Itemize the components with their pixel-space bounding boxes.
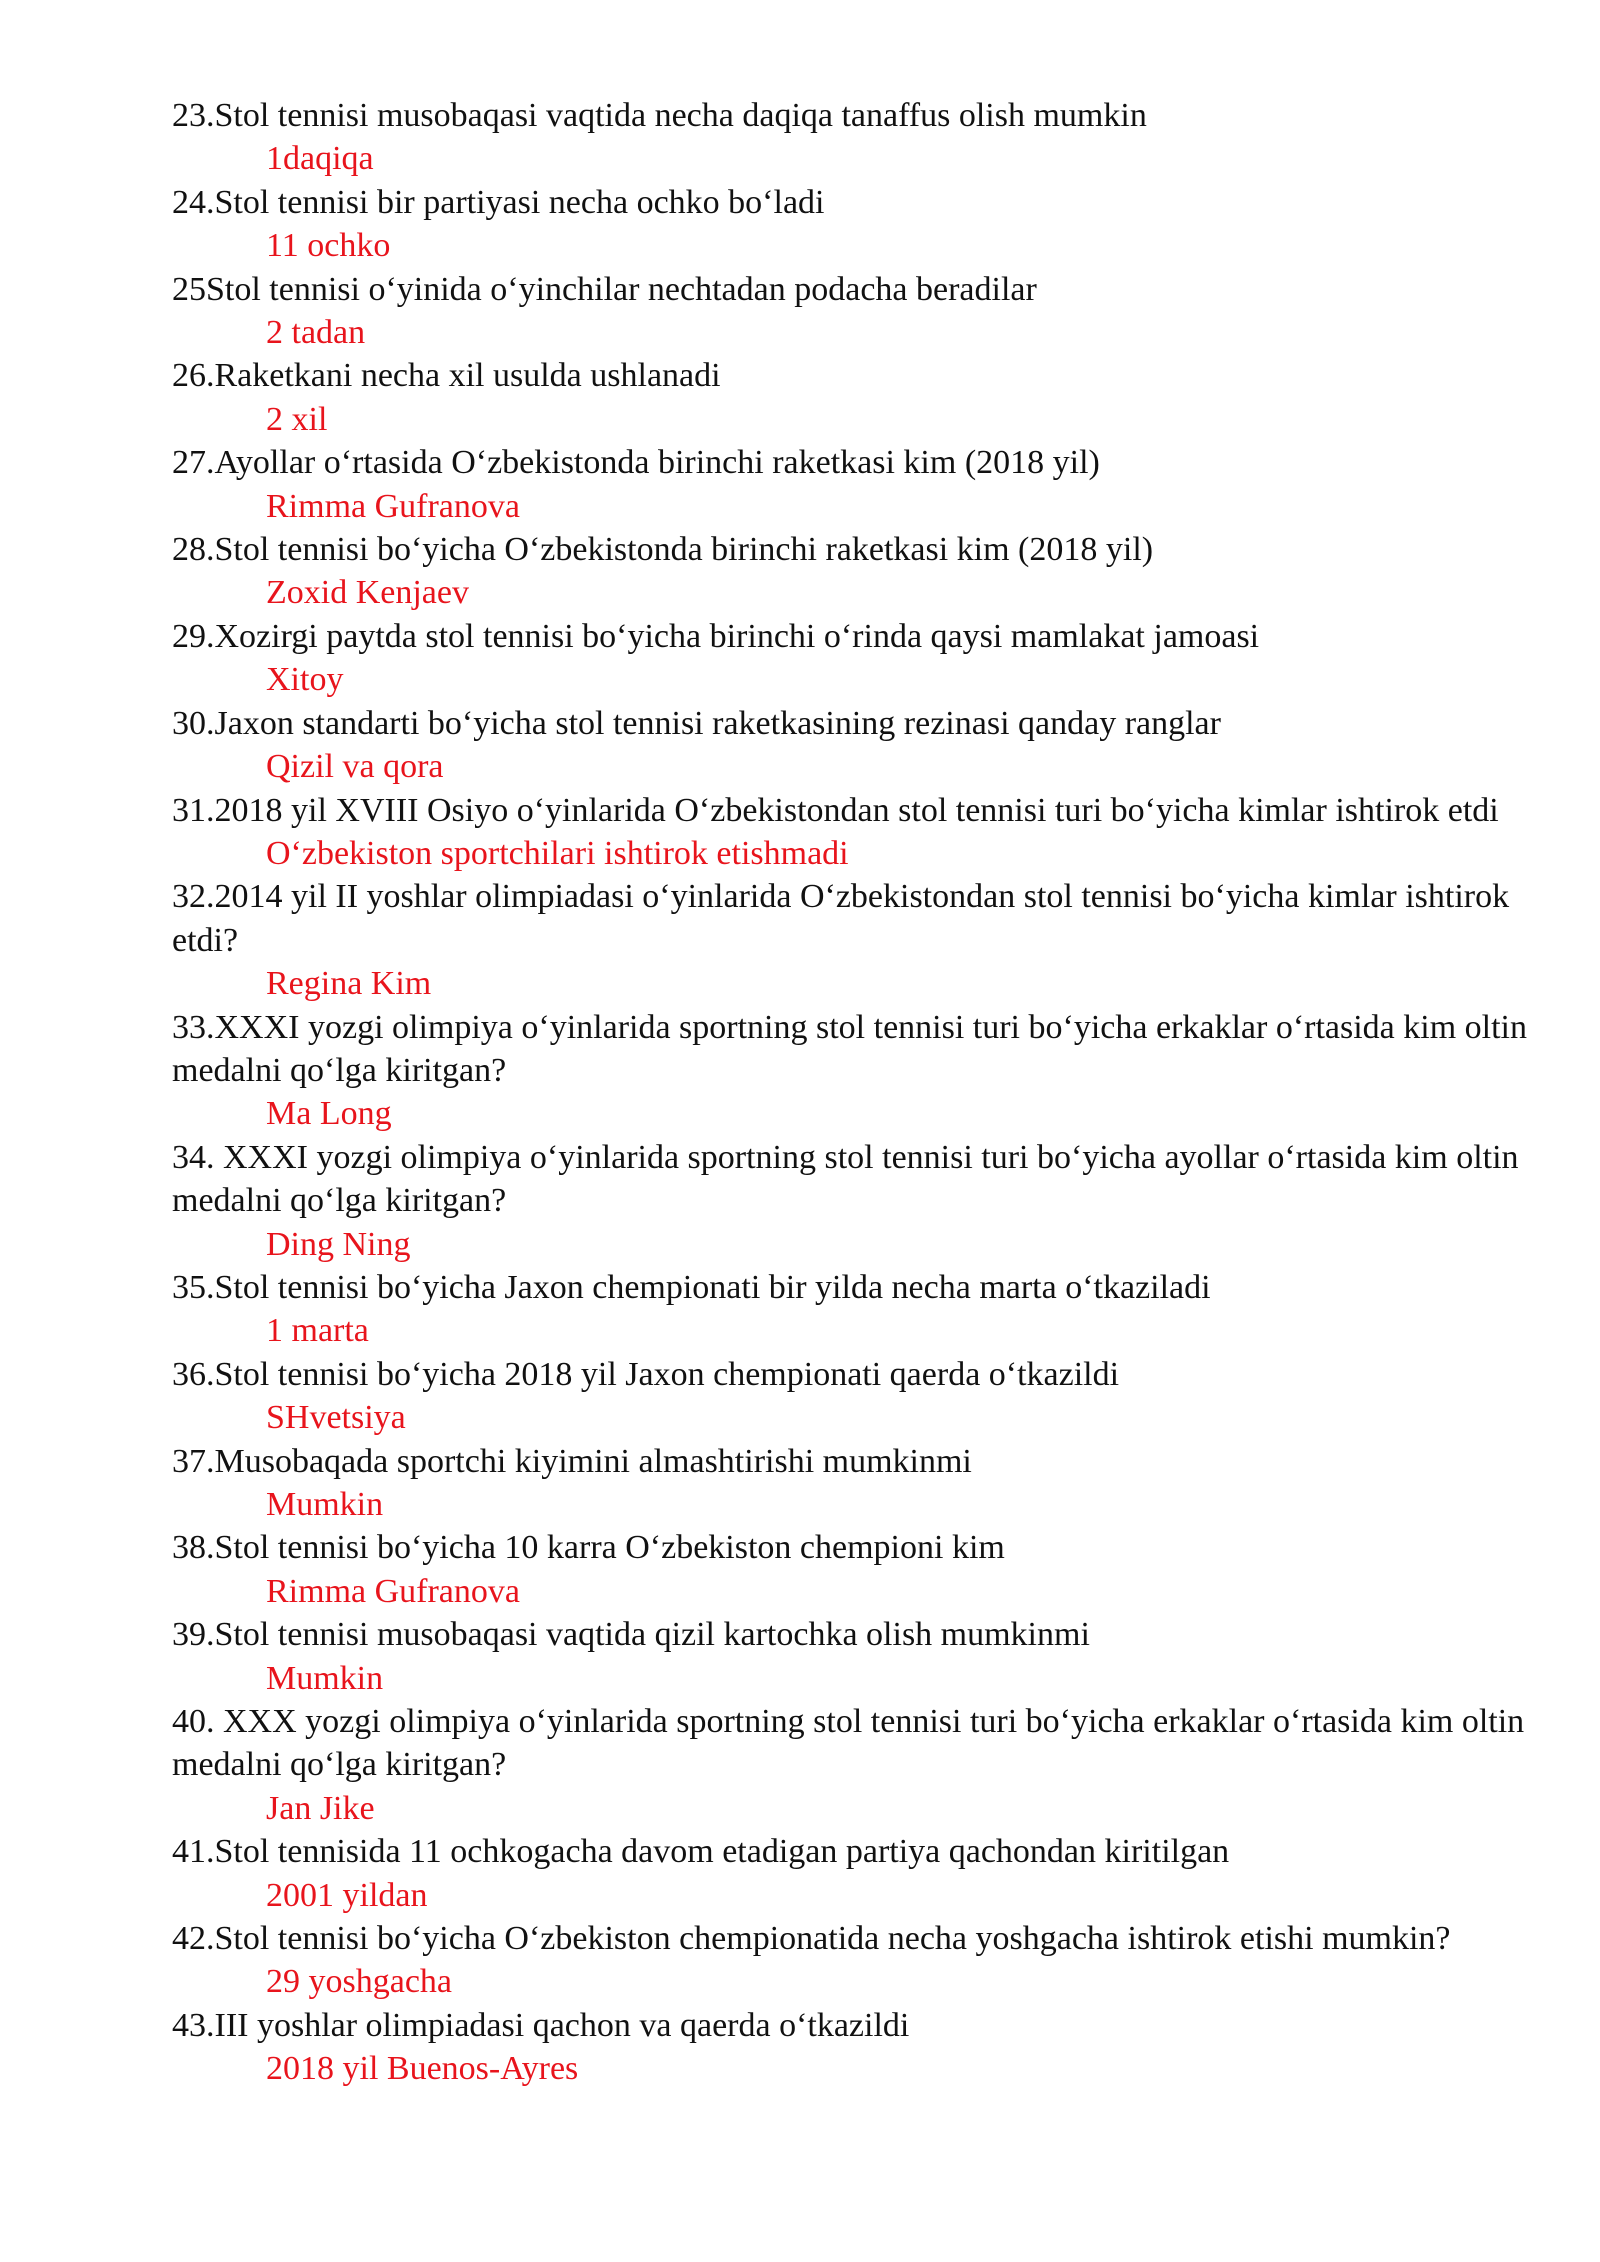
answer-text: Rimma Gufranova	[266, 1572, 520, 1610]
answer-text: Xitoy	[266, 661, 344, 699]
question-text: 43.III yoshlar olimpiadasi qachon va qaerda o‘tkazildi	[172, 2006, 910, 2044]
qa-item	[172, 1700, 1552, 1830]
answer-text: Ma Long	[266, 1095, 392, 1133]
answer-text: 2001 yildan	[266, 1876, 428, 1914]
answer-text: 2 xil	[266, 400, 328, 438]
qa-item	[172, 268, 1552, 355]
qa-item	[172, 2004, 1552, 2091]
answer-text: 2 tadan	[266, 314, 366, 352]
question-text: 33.XXXI yozgi olimpiya o‘yinlarida sportning stol tennisi turi bo‘yicha erkaklar o‘rtasida kim oltin medalni qo‘lga kiritgan?	[172, 1008, 1528, 1089]
question-text: 27.Ayollar o‘rtasida O‘zbekistonda birinchi raketkasi kim (2018 yil)	[172, 444, 1100, 482]
question-text: 40. XXX yozgi olimpiya o‘yinlarida sportning stol tennisi turi bo‘yicha erkaklar o‘rtasida kim oltin medalni qo‘lga kiritgan?	[172, 1703, 1525, 1784]
question-text: 32.2014 yil II yoshlar olimpiadasi o‘yinlarida O‘zbekistondan stol tennisi bo‘yicha kimlar ishtirok etdi?	[172, 878, 1510, 959]
question-text: 37.Musobaqada sportchi kiyimini almashtirishi mumkinmi	[172, 1442, 972, 1480]
answer-text: Jan Jike	[266, 1789, 375, 1827]
question-text: 29.Xozirgi paytda stol tennisi bo‘yicha birinchi o‘rinda qaysi mamlakat jamoasi	[172, 617, 1260, 655]
question-text: 42.Stol tennisi bo‘yicha O‘zbekiston chempionatida necha yoshgacha ishtirok etishi mumkin?	[172, 1920, 1451, 1958]
qa-item	[172, 789, 1552, 876]
question-text: 41.Stol tennisida 11 ochkogacha davom etadigan partiya qachondan kiritilgan	[172, 1833, 1230, 1871]
question-text: 23.Stol tennisi musobaqasi vaqtida necha daqiqa tanaffus olish mumkin	[172, 97, 1147, 134]
qa-item	[172, 1006, 1552, 1136]
qa-item	[172, 94, 1552, 181]
question-text: 34. XXXI yozgi olimpiya o‘yinlarida sportning stol tennisi turi bo‘yicha ayollar o‘rtasida kim oltin medalni qo‘lga kiritgan?	[172, 1138, 1519, 1220]
answer-text: Mumkin	[266, 1486, 384, 1523]
document-page	[172, 94, 1552, 2091]
answer-text: Ding Ning	[266, 1225, 411, 1263]
answer-text: 29 yoshgacha	[266, 1963, 453, 2001]
question-text: 39.Stol tennisi musobaqasi vaqtida qizil kartochka olish mumkinmi	[172, 1616, 1090, 1654]
qa-item	[172, 441, 1552, 528]
answer-text: Regina Kim	[266, 965, 432, 1003]
question-text: 35.Stol tennisi bo‘yicha Jaxon chempionati bir yilda necha marta o‘tkaziladi	[172, 1268, 1211, 1306]
qa-item	[172, 875, 1552, 1005]
qa-item	[172, 1613, 1552, 1700]
answer-text: 1 marta	[266, 1312, 369, 1350]
qa-item	[172, 1526, 1552, 1613]
qa-item	[172, 1353, 1552, 1440]
question-text: 25Stol tennisi o‘yinida o‘yinchilar nechtadan podacha beradilar	[172, 270, 1037, 308]
answer-text: 11 ochko	[266, 227, 391, 265]
answer-text: Mumkin	[266, 1659, 384, 1697]
qa-item	[172, 354, 1552, 441]
answer-text: Zoxid Kenjaev	[266, 574, 469, 612]
question-text: 24.Stol tennisi bir partiyasi necha ochko bo‘ladi	[172, 183, 825, 221]
answer-text: SHvetsiya	[266, 1399, 406, 1437]
qa-item	[172, 615, 1552, 702]
question-text: 30.Jaxon standarti bo‘yicha stol tennisi raketkasining rezinasi qanday ranglar	[172, 704, 1221, 742]
qa-item	[172, 1440, 1552, 1527]
qa-item	[172, 181, 1552, 268]
answer-text: Rimma Gufranova	[266, 487, 520, 525]
question-text: 28.Stol tennisi bo‘yicha O‘zbekistonda birinchi raketkasi kim (2018 yil)	[172, 531, 1154, 569]
qa-item	[172, 1830, 1552, 1917]
qa-item	[172, 1266, 1552, 1353]
answer-text: 1daqiqa	[266, 140, 374, 178]
qa-item	[172, 702, 1552, 789]
qa-item	[172, 1917, 1552, 2004]
question-text: 38.Stol tennisi bo‘yicha 10 karra O‘zbekiston chempioni kim	[172, 1529, 1005, 1567]
answer-text: O‘zbekiston sportchilari ishtirok etishmadi	[266, 834, 849, 872]
question-text: 31.2018 yil XVIII Osiyo o‘yinlarida O‘zbekistondan stol tennisi turi bo‘yicha kimlar ishtirok etdi	[172, 791, 1499, 829]
answer-text: 2018 yil Buenos-Ayres	[266, 2050, 579, 2088]
question-text: 36.Stol tennisi bo‘yicha 2018 yil Jaxon chempionati qaerda o‘tkazildi	[172, 1355, 1120, 1393]
question-text: 26.Raketkani necha xil usulda ushlanadi	[172, 357, 721, 395]
answer-text: Qizil va qora	[266, 748, 444, 786]
qa-item	[172, 528, 1552, 615]
qa-item	[172, 1136, 1552, 1266]
